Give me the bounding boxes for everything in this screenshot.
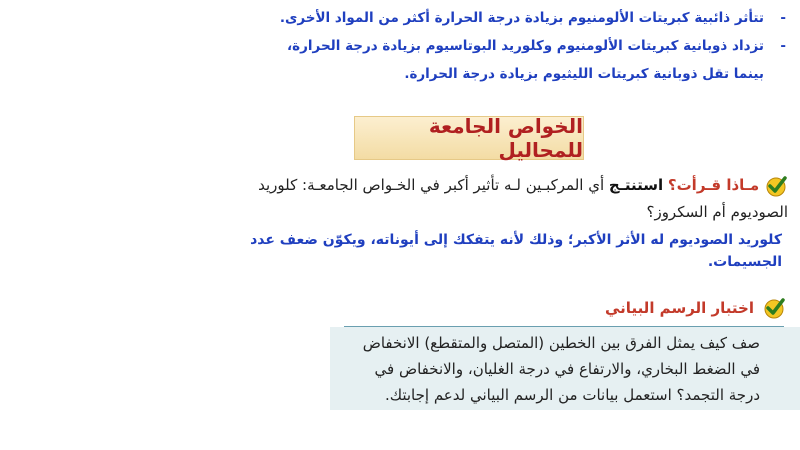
answer-line-2: الجسيمات. [707, 254, 782, 270]
bullet-continuation [16, 60, 786, 88]
graph-line-2: في الضغط البخاري، والارتفاع في درجة الغليان، والانخفاض في [374, 360, 760, 378]
question-text: أي المركبـين لـه تأثير أكبر في الخـواص الجامعـة: كلوريد [258, 176, 605, 194]
section-title: الخواص الجامعة للمحاليل [354, 116, 584, 160]
bullet-marker: - [780, 10, 786, 26]
bullet-marker: - [780, 38, 786, 54]
graph-line-3: درجة التجمد؟ استعمل بيانات من الرسم البياني لدعم إجابتك. [384, 386, 760, 404]
checkmark-icon [762, 296, 786, 320]
graph-check-title: اختبار الرسم البياني [605, 299, 754, 317]
checkmark-icon [764, 174, 788, 198]
bullet-item [16, 4, 786, 32]
question-line-2: الصوديوم أم السكروز؟ [646, 203, 788, 221]
bullet-text: تزداد ذوبانية كبريتات الألومنيوم وكلوريد البوتاسيوم بزيادة درجة الحرارة، [287, 38, 764, 54]
question-line-1 [8, 172, 788, 199]
answer-text [22, 229, 782, 273]
reading-check-question [8, 172, 788, 226]
bullet-text: تتأثر ذائبية كبريتات الألومنيوم بزيادة درجة الحرارة أكثر من المواد الأخرى. [279, 10, 764, 26]
question-verb: استنتـج [608, 176, 664, 194]
graph-question-text [340, 330, 760, 408]
graph-line-1: صف كيف يمثل الفرق بين الخطين (المتصل والمتقطع) الانخفاض [362, 334, 760, 352]
bullet-item [16, 32, 786, 60]
top-bullet-list [16, 4, 786, 88]
graph-check-heading [336, 296, 786, 320]
bullet-text: بينما تقل ذوبانية كبريتات الليثيوم بزيادة درجة الحرارة. [404, 66, 764, 82]
answer-line-1: كلوريد الصوديوم له الأثر الأكبر؛ وذلك لأنه يتفكك إلى أيوناته، ويكوّن ضعف عدد [250, 232, 782, 248]
question-label: مـاذا قـرأت؟ [667, 176, 760, 194]
